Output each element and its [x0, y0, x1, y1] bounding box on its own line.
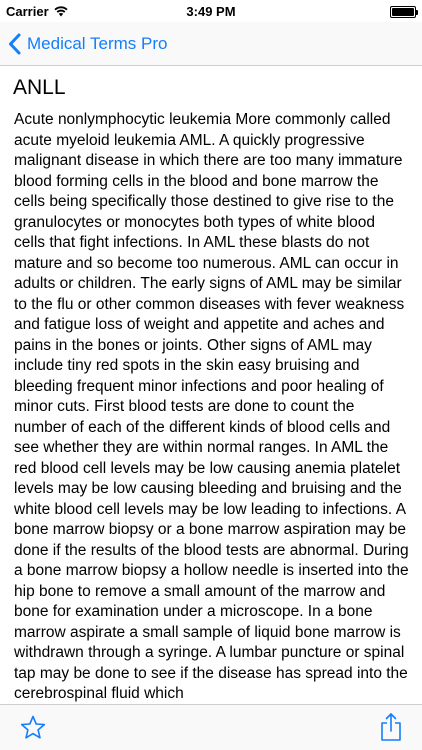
back-button[interactable] [8, 22, 167, 66]
status-bar [0, 0, 422, 22]
bottom-toolbar [0, 704, 422, 750]
back-button-label: Medical Terms Pro [27, 34, 168, 53]
share-button[interactable] [380, 712, 402, 747]
share-icon [380, 712, 402, 742]
term-definition: Acute nonlymphocytic leukemia More commonly called acute myeloid leukemia AML. A quickly progressive malignant disease in which there are too many immature blood forming cells in the blood and bone marrow the cells being specifically those destined to give rise to the granulocytes or monocytes both types of white blood cells that fight infections. In AML these blasts do not mature and so become too numerous. AML can occur in adults or children. The early signs of AML may be similar to the flu or other common diseases with fever weakness and fatigue loss of weight and appetite and aches and pains in the bones or joints. Other signs of AML may include tiny red spots in the skin easy bruising and bleeding frequent minor infections and poor healing of minor cuts. First blood tests are done to count the number of each of the different kinds of blood cells and see whether they are within normal ranges. In AML the red blood cell levels may be low causing anemia platelet levels may be low causing bleeding and bruising and the white blood cell levels may be low leading to infections. A bone marrow biopsy or a bone marrow aspiration may be done if the results of the blood tests are abnormal. During a bone marrow biopsy a hollow needle is inserted into the hip bone to remove a small amount of the marrow and bone for examination under a microscope. In a bone marrow aspirate a small sample of liquid bone marrow is withdrawn through a syringe. A lumbar puncture or spinal tap may be done to see if the disease has spread into the cerebrospinal fluid which [14, 111, 409, 702]
status-time: 3:49 PM [186, 4, 236, 19]
term-detail [0, 66, 422, 704]
term-title: ANLL [13, 76, 66, 99]
chevron-left-icon [8, 33, 21, 55]
carrier-label: Carrier [6, 4, 49, 19]
favorite-button[interactable] [20, 715, 46, 745]
star-icon [20, 715, 46, 740]
navigation-bar [0, 22, 422, 66]
battery-icon [390, 6, 416, 18]
